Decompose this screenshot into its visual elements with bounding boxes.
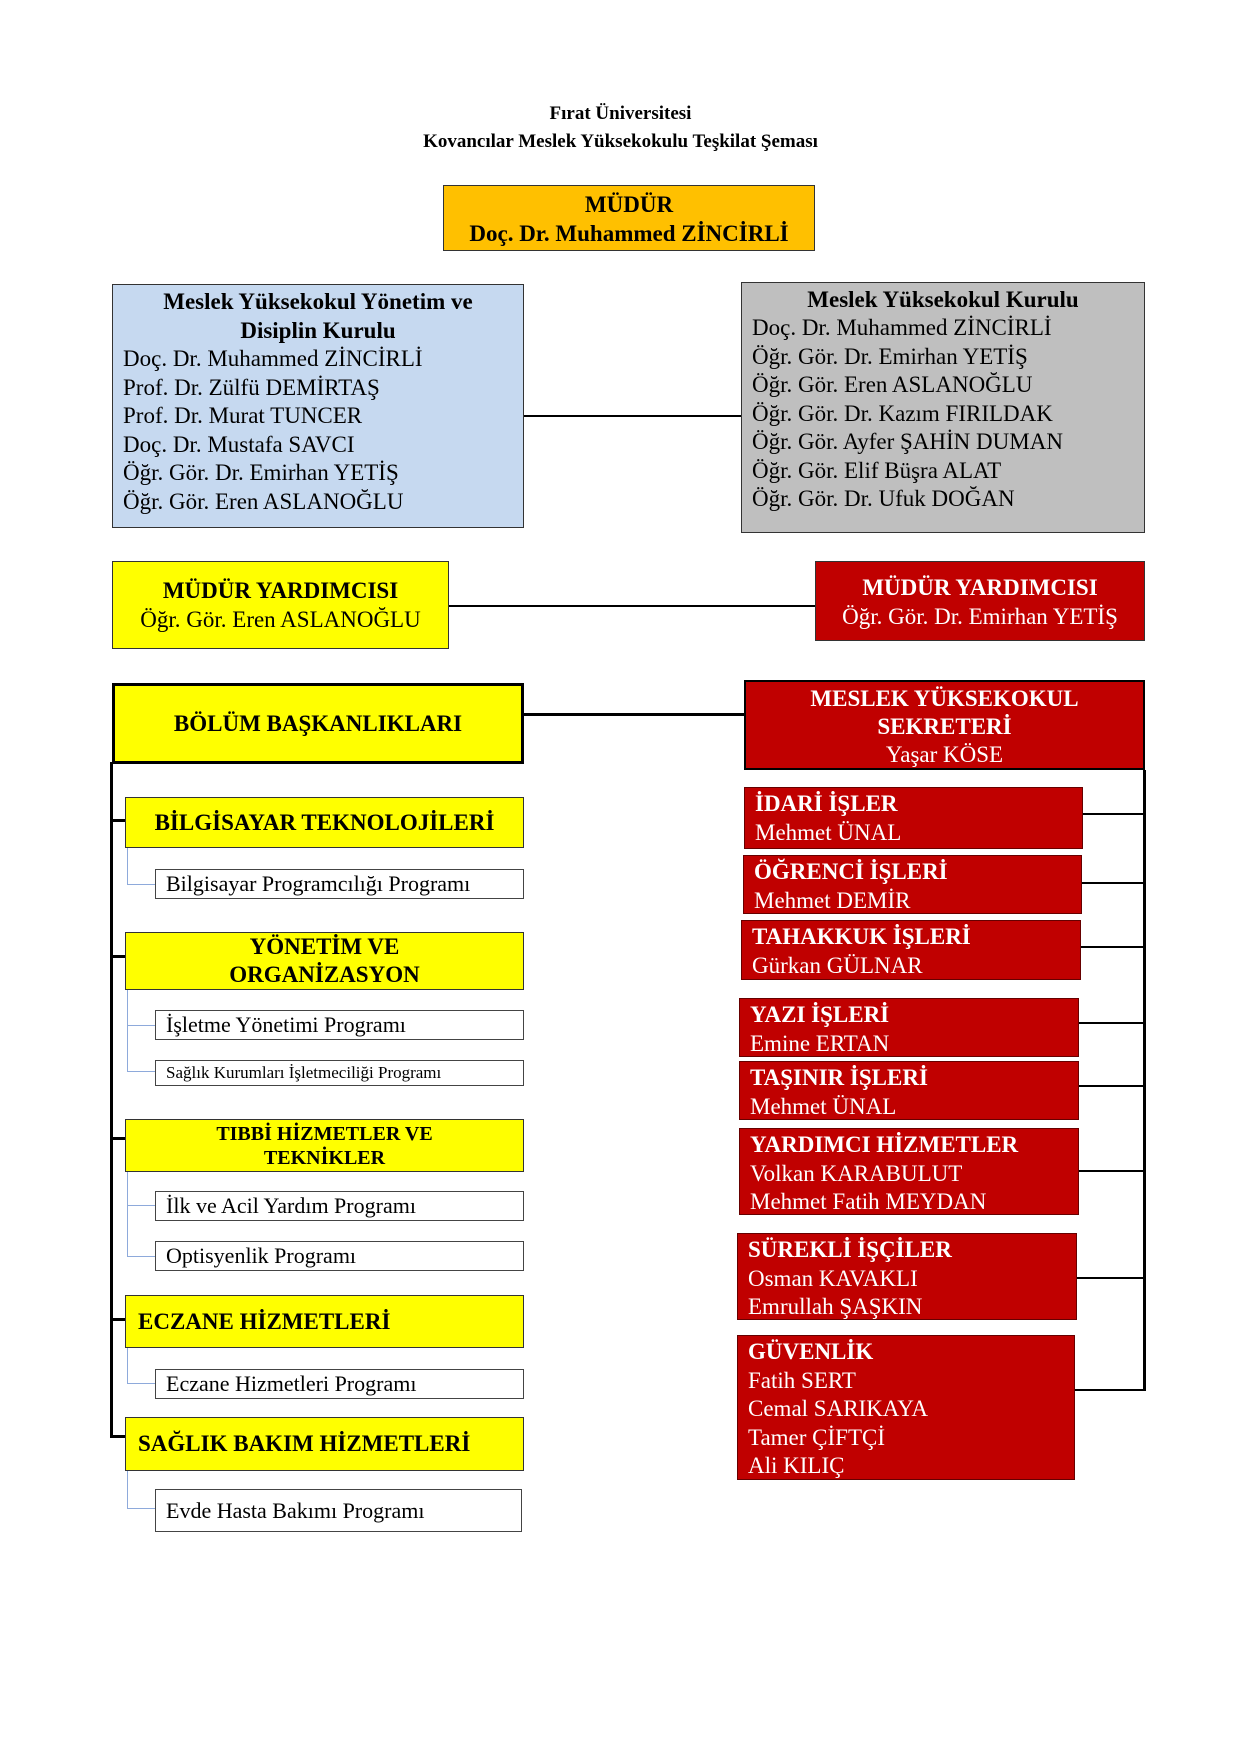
chart-title-line2: Kovancılar Meslek Yüksekokulu Teşkilat Şeması xyxy=(423,131,818,152)
vice-directors-connector xyxy=(449,605,815,607)
school-board-box xyxy=(741,282,1145,533)
board-member: Öğr. Gör. Dr. Ufuk DOĞAN xyxy=(752,486,1015,511)
department-box: TIBBİ HİZMETLER VE TEKNİKLER xyxy=(125,1119,524,1172)
unit-box: SÜREKLİ İŞÇİLER Osman KAVAKLI Emrullah ŞAŞKIN xyxy=(737,1233,1077,1320)
unit-box: YAZI İŞLERİ Emine ERTAN xyxy=(739,998,1079,1057)
board-member: Doç. Dr. Muhammed ZİNCİRLİ xyxy=(123,346,423,371)
school-board-members xyxy=(752,314,1134,514)
unit-box: ÖĞRENCİ İŞLERİ Mehmet DEMİR xyxy=(743,855,1082,914)
chart-title-line1: Fırat Üniversitesi xyxy=(549,103,692,124)
unit-box: İDARİ İŞLER Mehmet ÜNAL xyxy=(744,787,1083,849)
program-box: Evde Hasta Bakımı Programı xyxy=(155,1489,522,1532)
vice-director-left-box xyxy=(112,561,449,649)
departments-secretary-connector xyxy=(524,713,744,716)
director-title: MÜDÜR xyxy=(584,192,674,217)
management-board-box xyxy=(112,284,524,528)
department-box: BİLGİSAYAR TEKNOLOJİLERİ xyxy=(125,797,524,848)
secretary-name: Yaşar KÖSE xyxy=(885,742,1004,767)
program-box: İlk ve Acil Yardım Programı xyxy=(155,1191,524,1221)
department-box: SAĞLIK BAKIM HİZMETLERİ xyxy=(125,1417,524,1471)
unit-box: TAŞINIR İŞLERİ Mehmet ÜNAL xyxy=(739,1061,1079,1120)
program-box: Sağlık Kurumları İşletmeciliği Programı xyxy=(155,1060,524,1086)
boards-connector xyxy=(524,415,741,417)
program-box: İşletme Yönetimi Programı xyxy=(155,1010,524,1040)
management-board-members xyxy=(123,345,513,516)
units-spine xyxy=(1143,770,1146,1391)
board-member: Öğr. Gör. Dr. Emirhan YETİŞ xyxy=(123,460,399,485)
director-box xyxy=(443,185,815,251)
director-name: Doç. Dr. Muhammed ZİNCİRLİ xyxy=(469,221,789,246)
secretary-title-2: SEKRETERİ xyxy=(877,714,1012,739)
board-member: Prof. Dr. Murat TUNCER xyxy=(123,403,363,428)
board-member: Öğr. Gör. Ayfer ŞAHİN DUMAN xyxy=(752,429,1063,454)
departments-header-box xyxy=(112,683,524,764)
board-member: Öğr. Gör. Eren ASLANOĞLU xyxy=(752,372,1033,397)
board-member: Prof. Dr. Zülfü DEMİRTAŞ xyxy=(123,374,380,400)
program-box: Bilgisayar Programcılığı Programı xyxy=(155,869,524,899)
vice-director-left-name: Öğr. Gör. Eren ASLANOĞLU xyxy=(140,607,421,632)
vice-director-right-title: MÜDÜR YARDIMCISI xyxy=(862,575,1098,600)
department-box: ECZANE HİZMETLERİ xyxy=(125,1295,524,1348)
unit-box: YARDIMCI HİZMETLER Volkan KARABULUT Mehmet Fatih MEYDAN xyxy=(739,1128,1079,1215)
unit-box: TAHAKKUK İŞLERİ Gürkan GÜLNAR xyxy=(741,920,1081,980)
board-member: Doç. Dr. Muhammed ZİNCİRLİ xyxy=(752,315,1052,340)
departments-spine xyxy=(110,762,113,1438)
program-box: Eczane Hizmetleri Programı xyxy=(155,1369,524,1399)
board-member: Doç. Dr. Mustafa SAVCI xyxy=(123,431,355,457)
department-box: YÖNETİM VE ORGANİZASYON xyxy=(125,932,524,990)
school-board-title: Meslek Yüksekokul Kurulu xyxy=(807,287,1079,312)
board-member: Öğr. Gör. Eren ASLANOĞLU xyxy=(123,488,404,514)
departments-header: BÖLÜM BAŞKANLIKLARI xyxy=(173,710,463,736)
management-board-title-1: Meslek Yüksekokul Yönetim ve xyxy=(163,289,473,314)
vice-director-right-name: Öğr. Gör. Dr. Emirhan YETİŞ xyxy=(842,604,1118,629)
board-member: Öğr. Gör. Dr. Kazım FIRILDAK xyxy=(752,400,1053,426)
program-box: Optisyenlik Programı xyxy=(155,1241,524,1271)
secretary-title-1: MESLEK YÜKSEKOKUL xyxy=(810,686,1079,711)
board-member: Öğr. Gör. Elif Büşra ALAT xyxy=(752,457,1002,483)
board-member: Öğr. Gör. Dr. Emirhan YETİŞ xyxy=(752,343,1028,369)
vice-director-right-box xyxy=(815,561,1145,641)
unit-box: GÜVENLİK Fatih SERT Cemal SARIKAYA Tamer ÇİFTÇİ Ali KILIÇ xyxy=(737,1335,1075,1480)
secretary-box xyxy=(744,680,1145,770)
management-board-title-2: Disiplin Kurulu xyxy=(240,318,396,343)
vice-director-left-title: MÜDÜR YARDIMCISI xyxy=(162,578,399,603)
